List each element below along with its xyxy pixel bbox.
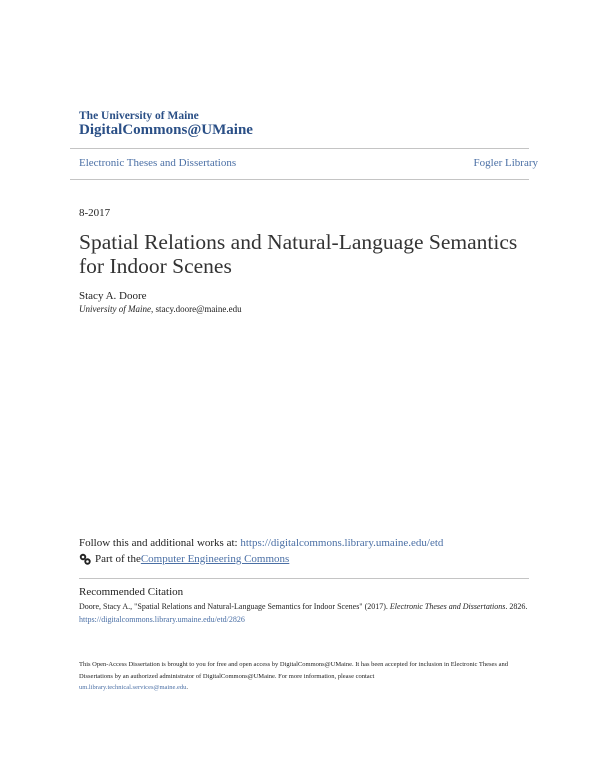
access-note-end: . bbox=[186, 684, 188, 691]
follow-line bbox=[79, 537, 443, 549]
citation-number: . 2826. bbox=[505, 602, 528, 611]
author-affiliation bbox=[79, 304, 242, 314]
publication-date: 8-2017 bbox=[79, 207, 111, 219]
access-note bbox=[79, 659, 529, 694]
contact-email[interactable]: um.library.technical.services@maine.edu bbox=[79, 684, 187, 691]
collection-link[interactable]: Electronic Theses and Dissertations bbox=[79, 157, 237, 169]
part-of-prefix: Part of the bbox=[95, 553, 141, 565]
document-title: Spatial Relations and Natural-Language Semantics for Indoor Scenes bbox=[79, 230, 518, 278]
nav-divider bbox=[70, 179, 529, 180]
author-email[interactable]: stacy.doore@maine.edu bbox=[155, 304, 242, 314]
citation-heading: Recommended Citation bbox=[79, 586, 184, 598]
commons-link[interactable]: Computer Engineering Commons bbox=[140, 553, 290, 565]
part-of-line bbox=[79, 553, 289, 565]
institution-name: The University of Maine bbox=[79, 110, 199, 122]
header-divider bbox=[70, 148, 529, 149]
affiliation-separator: , bbox=[150, 304, 156, 314]
citation-text bbox=[79, 601, 529, 626]
affiliation-institution: University of Maine bbox=[79, 304, 151, 314]
citation-body: Doore, Stacy A., "Spatial Relations and Natural-Language Semantics for Indoor Scenes" (2017). bbox=[79, 602, 390, 611]
access-note-text: This Open-Access Dissertation is brought to you for free and open access by DigitalCommons@UMaine. It has been accepted for inclusion in Electronic Theses and Dissertations by an authorized administrator of DigitalCommons@UMaine. For more information, please contact bbox=[79, 661, 508, 680]
follow-prefix: Follow this and additional works at: bbox=[79, 537, 241, 549]
follow-link[interactable]: https://digitalcommons.library.umaine.edu/etd bbox=[240, 537, 444, 549]
author-name: Stacy A. Doore bbox=[79, 290, 147, 302]
citation-divider bbox=[79, 578, 529, 579]
citation-link[interactable]: https://digitalcommons.library.umaine.edu/etd/2826 bbox=[79, 614, 245, 624]
library-link[interactable]: Fogler Library bbox=[473, 157, 538, 169]
repository-name[interactable]: DigitalCommons@UMaine bbox=[79, 122, 253, 138]
citation-series: Electronic Theses and Dissertations bbox=[389, 602, 506, 611]
network-icon bbox=[79, 553, 91, 565]
